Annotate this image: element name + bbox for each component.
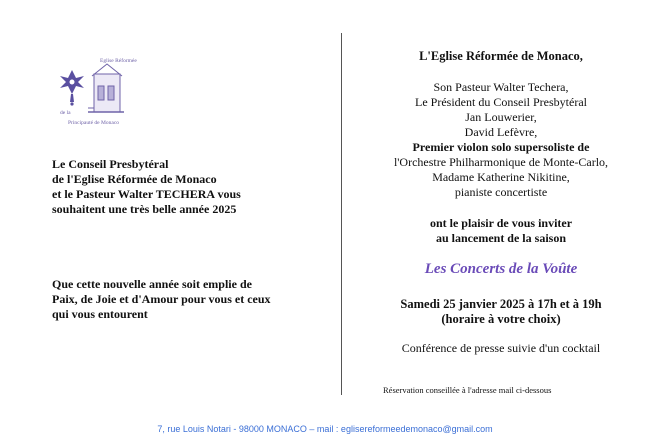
invitation-heading: L'Eglise Réformée de Monaco, (419, 49, 583, 63)
wish-line: Paix, de Joie et d'Amour pour vous et ceux (52, 292, 271, 306)
invite-line: au lancement de la saison (435, 231, 566, 245)
greeting-line: Le Conseil Presbytéral (52, 157, 169, 171)
footer-address[interactable]: 7, rue Louis Notari - 98000 MONACO – mail : eglisereformeedemonaco@gmail.com (157, 424, 493, 434)
date-line: (horaire à votre choix) (441, 312, 561, 326)
host-line: l'Orchestre Philharmonique de Monte-Carlo, (393, 155, 609, 169)
host-line: Madame Katherine Nikitine, (432, 170, 570, 184)
church-building-icon (88, 64, 124, 112)
event-title: Les Concerts de la Voûte (424, 261, 578, 277)
host-line: David Lefèvre, (464, 125, 538, 139)
new-year-wish (52, 277, 292, 322)
greeting-line: de l'Eglise Réformée de Monaco (52, 172, 217, 186)
wish-line: qui vous entourent (52, 307, 148, 321)
event-date (345, 297, 657, 327)
invite-text (345, 216, 657, 246)
greeting-line: souhaitent une très belle année 2025 (52, 202, 237, 216)
host-line: Son Pasteur Walter Techera, (433, 80, 569, 94)
conference-note: Conférence de presse suivie d'un cocktail (401, 341, 601, 355)
wish-line: Que cette nouvelle année soit emplie de (52, 277, 252, 291)
logo-text-bottom: Principauté de Monaco (68, 120, 120, 126)
greeting-line: et le Pasteur Walter TECHERA vous (52, 187, 241, 201)
greeting-text (52, 157, 292, 217)
reservation-note: Réservation conseillée à l'adresse mail ci-dessous (383, 385, 552, 395)
host-line: Premier violon solo supersoliste de (412, 140, 590, 154)
date-line: Samedi 25 janvier 2025 à 17h et à 19h (400, 297, 602, 311)
invite-line: ont le plaisir de vous inviter (429, 216, 573, 230)
host-line: Le Président du Conseil Presbytéral (415, 95, 587, 109)
column-divider (341, 33, 342, 395)
huguenot-cross-icon (60, 70, 84, 106)
church-logo (52, 52, 137, 128)
logo-text-left: de la (60, 110, 71, 116)
host-line: pianiste concertiste (454, 185, 548, 199)
logo-text-top: Eglise Réformée (100, 58, 137, 64)
hosts-list (345, 80, 657, 200)
host-line: Jan Louwerier, (465, 110, 537, 124)
